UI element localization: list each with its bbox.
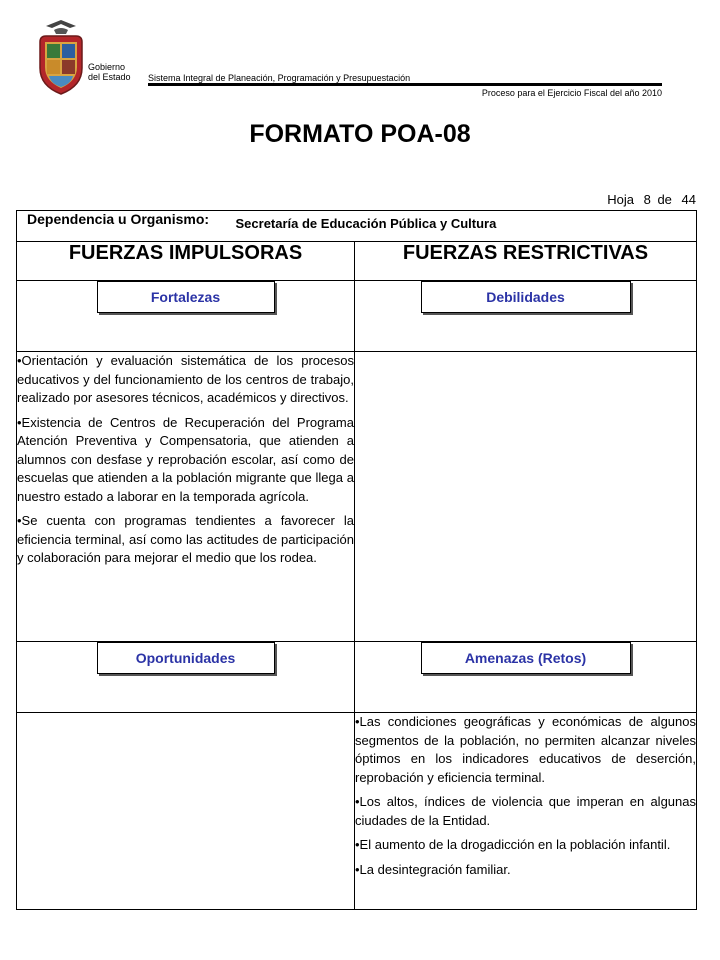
- weaknesses-label: Debilidades: [421, 281, 631, 313]
- dependency-label: Dependencia u Organismo:: [27, 211, 210, 227]
- system-name: Sistema Integral de Planeación, Programación y Presupuestación: [148, 73, 411, 83]
- dependency-row: [17, 211, 697, 242]
- threat-item: •Las condiciones geográficas y económicas de algunos segmentos de la población, no permiten alcanzar niveles óptimos en los indicadores educativos de deserción, reprobación y eficiencia terminal.: [355, 714, 696, 785]
- fiscal-process-label: Proceso para el Ejercicio Fiscal del año 2010: [481, 88, 662, 98]
- page-total: 44: [681, 192, 696, 207]
- header-divider: [148, 83, 662, 86]
- strength-item: •Orientación y evaluación sistemática de los procesos educativos y del funcionamiento de los centros de trabajo, realizado por asesores técnicos, académicos y directivos.: [17, 353, 354, 405]
- restraining-forces-header: FUERZAS RESTRICTIVAS: [355, 242, 697, 281]
- government-line-1: Gobierno: [88, 62, 126, 72]
- dependency-value: Secretaría de Educación Pública y Cultura: [235, 216, 497, 231]
- strengths-list: [17, 352, 355, 642]
- threat-item: •El aumento de la drogadicción en la población infantil.: [355, 837, 671, 852]
- weaknesses-list: [355, 352, 697, 642]
- government-label: [88, 62, 131, 82]
- poa-table: [16, 210, 697, 910]
- opportunities-threats-label-row: [17, 642, 697, 713]
- strength-item: •Se cuenta con programas tendientes a favorecer la eficiencia terminal, así como las actitudes de participación y colaboración para mejorar el medio que los rodea.: [17, 513, 354, 565]
- page-label: Hoja: [607, 192, 634, 207]
- government-line-2: del Estado: [88, 72, 131, 82]
- strength-item: •Existencia de Centros de Recuperación del Programa Atención Preventiva y Compensatoria, que atienden a alumnos con desfase y reprobación escolar, así como de escuelas que atienden a la población migrante que llega a nuestro estado a laborar en la temporada agrícola.: [17, 414, 354, 504]
- threats-label: Amenazas (Retos): [421, 642, 631, 674]
- strengths-weaknesses-content-row: [17, 352, 697, 642]
- opportunities-label: Oportunidades: [97, 642, 275, 674]
- state-coat-of-arms-logo: [36, 20, 86, 96]
- threats-list: [355, 713, 697, 910]
- page-current: 8: [643, 192, 651, 207]
- driving-forces-header: FUERZAS IMPULSORAS: [17, 242, 355, 281]
- column-header-row: [17, 242, 697, 281]
- opportunities-list: [17, 713, 355, 910]
- opportunities-threats-content-row: [17, 713, 697, 910]
- page-title: FORMATO POA-08: [249, 120, 471, 148]
- dependency-cell: [17, 211, 697, 242]
- page-indicator: [607, 192, 696, 207]
- page-of: de: [657, 192, 672, 207]
- strengths-weaknesses-label-row: [17, 281, 697, 352]
- threat-item: •La desintegración familiar.: [355, 861, 511, 877]
- strengths-label: Fortalezas: [97, 281, 275, 313]
- threat-item: •Los altos, índices de violencia que imperan en algunas ciudades de la Entidad.: [355, 794, 696, 828]
